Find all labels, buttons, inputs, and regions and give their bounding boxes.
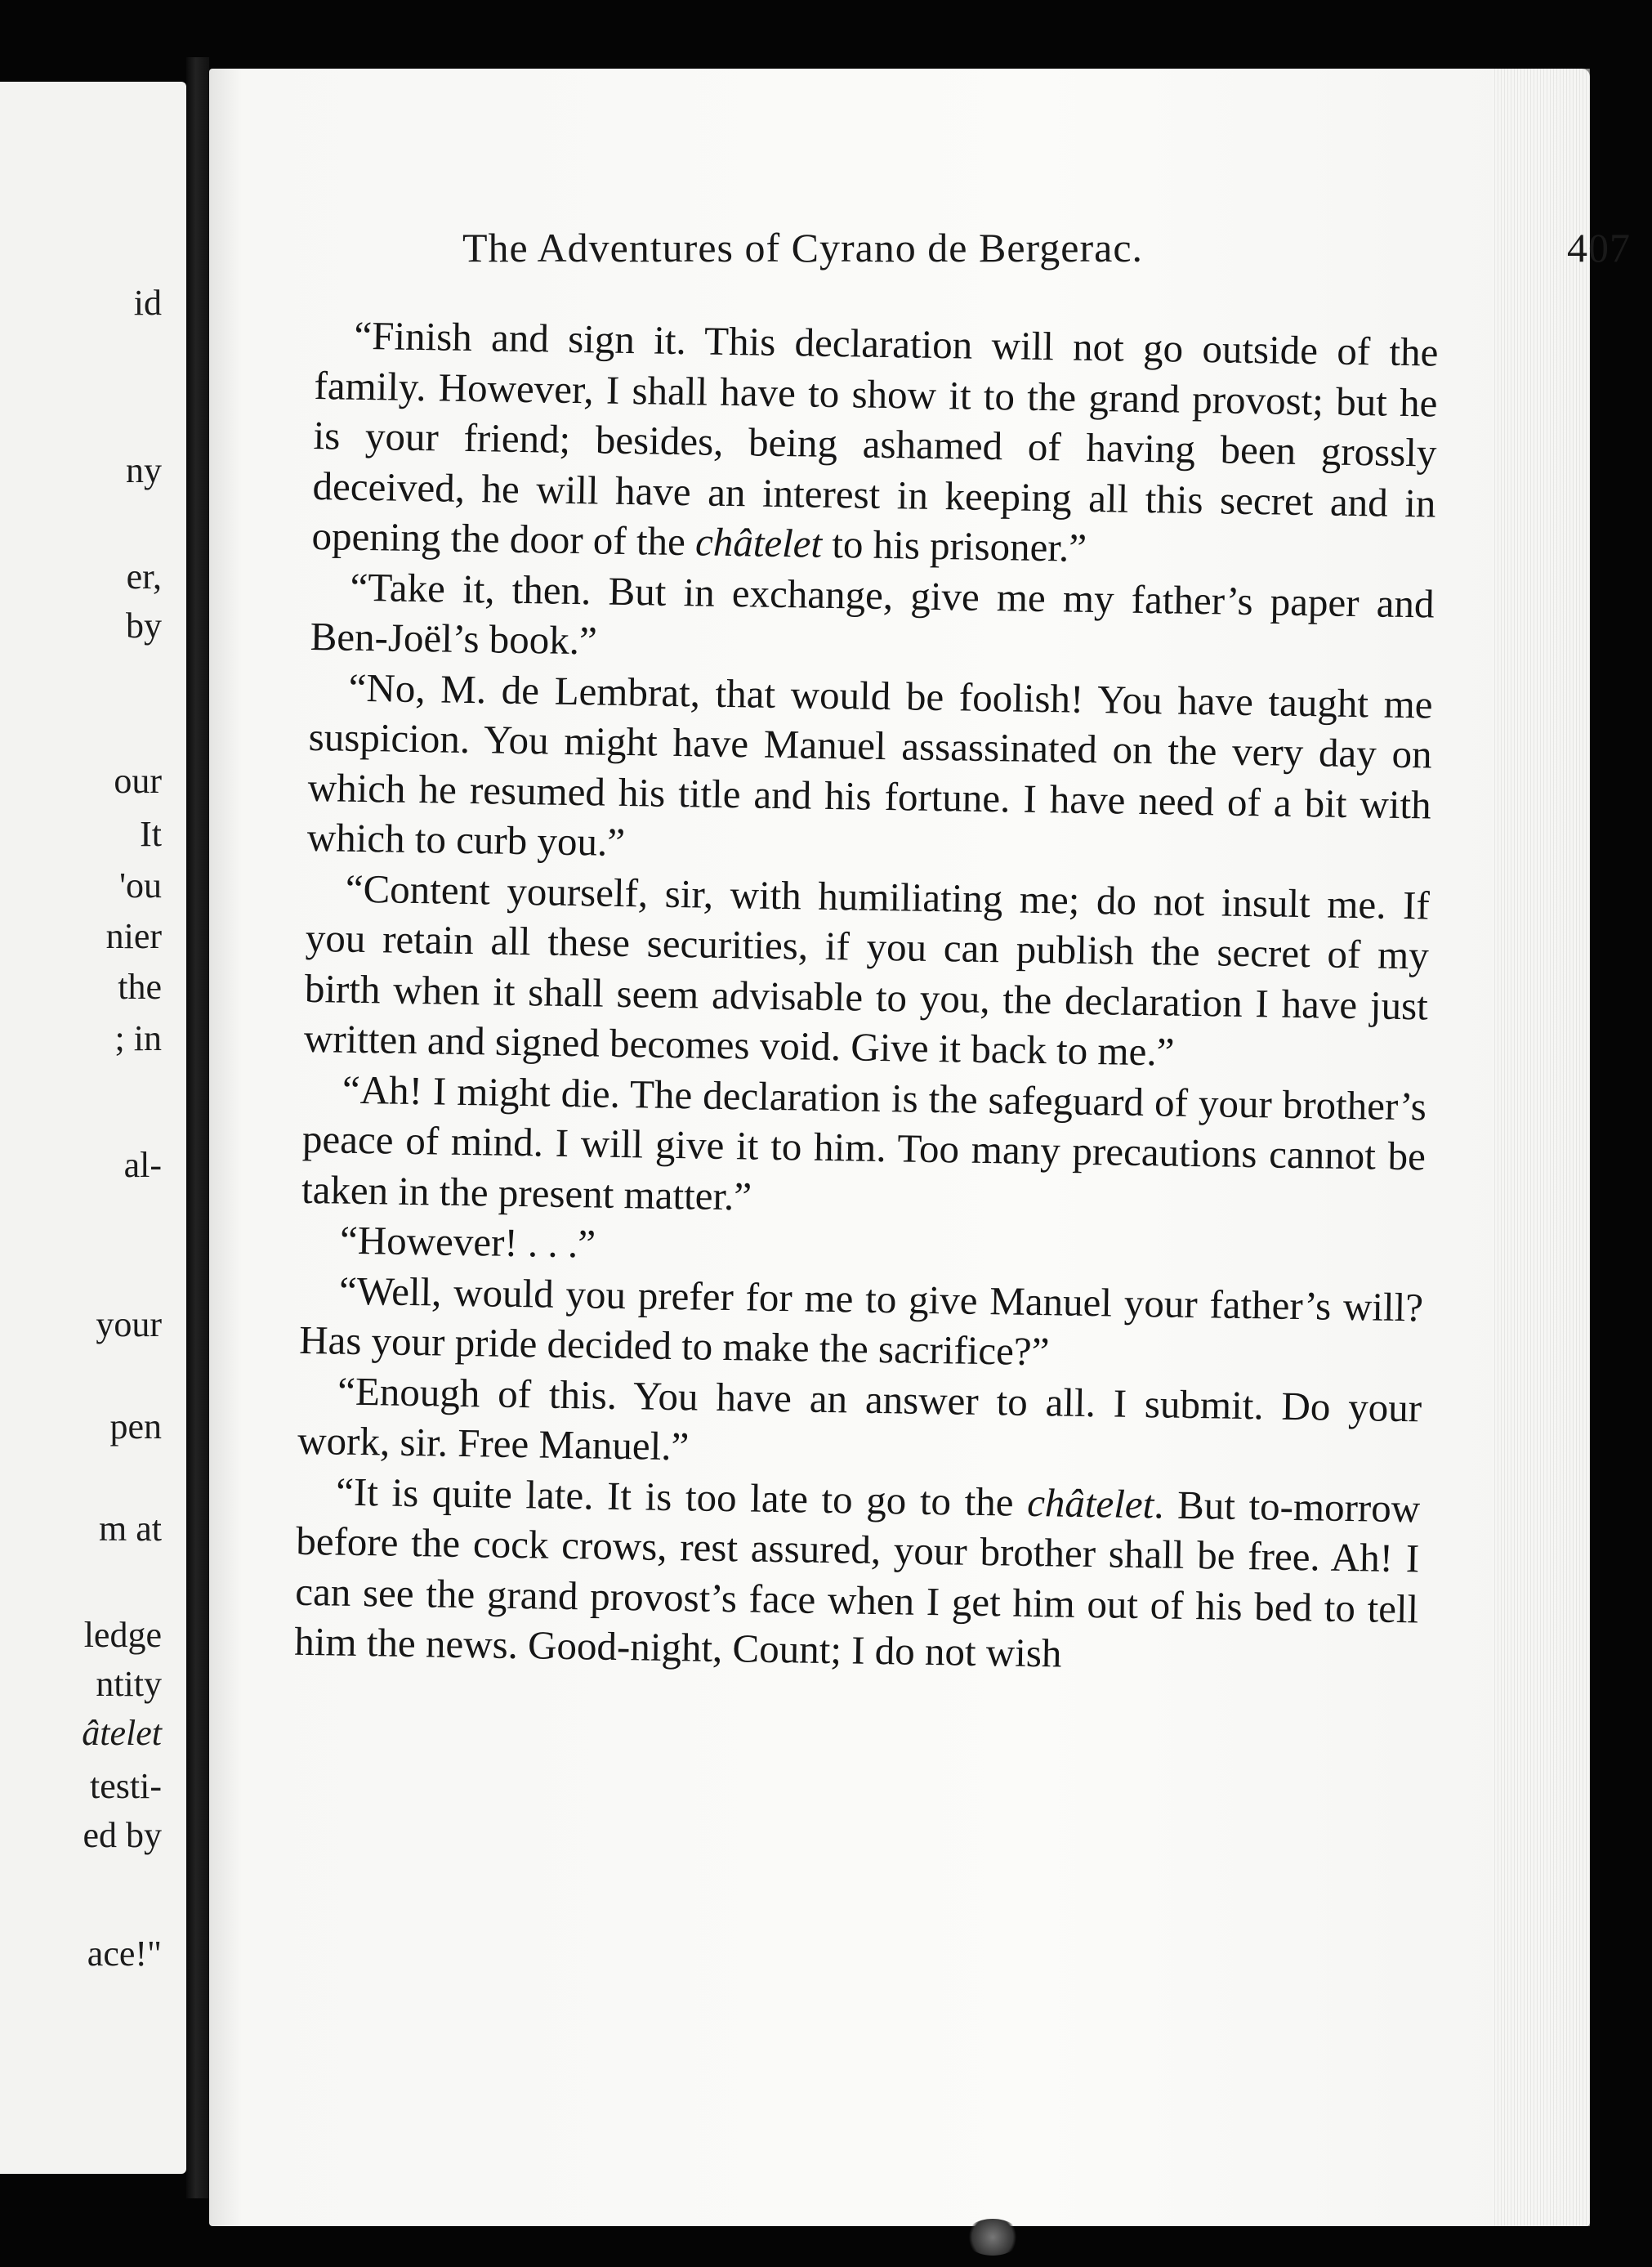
paragraph: “Take it, then. But in exchange, give me my father’s paper and Ben-Joël’s book.” (310, 564, 1435, 664)
left-page-fragment: ace!" (87, 1934, 162, 1974)
paragraph: “Content yourself, sir, with humiliating me; do not insult me. If you retain all these securities, if you can publish the secret of my birth when it shall seem advisable to you, the declaration I have just written and signed becomes void. Give it back to me.” (303, 865, 1431, 1075)
paragraph: “However! . . .” (339, 1217, 596, 1267)
left-page-fragment: pen (109, 1406, 162, 1446)
left-facing-page (0, 82, 186, 2174)
left-page-fragment: testi- (90, 1766, 162, 1806)
right-page (209, 69, 1631, 2226)
left-page-fragment: ntity (96, 1664, 162, 1704)
left-page-fragment: your (96, 1304, 162, 1344)
italic-word: châtelet (694, 519, 823, 566)
left-page-fragment: id (133, 283, 162, 323)
left-page-fragment: ny (126, 450, 162, 490)
left-page-fragment: al- (123, 1145, 162, 1185)
paragraph: “It is quite late. It is too late to go to the châtelet. But to-morrow before the cock crows, rest assured, your brother shall be free. Ah! I can see the grand provost’s face when I get him out of his bed to tell him the news. Good-night, Count; I do not wish (293, 1469, 1421, 1676)
paragraph: “Finish and sign it. This declaration will not go outside of the family. However, I shall have to show it to the grand provost; but he is your friend; besides, being ashamed of having been grossly deceived, he will have an interest in keeping all this secret and in opening the door of the châtelet to his prisoner.” (311, 312, 1439, 570)
left-page-fragment: ; in (114, 1018, 162, 1058)
paragraph: “No, M. de Lembrat, that would be foolish! You have taught me suspicion. You might have Manuel assassinated on the very day on which he resumed his title and his fortune. I have need of a bit with which to curb you.” (306, 664, 1434, 865)
left-page-fragment: ledge (83, 1615, 162, 1655)
page-edge (1492, 69, 1590, 2226)
paragraph: “Well, would you prefer for me to give Manuel your father’s will? Has your pride decided to make the sacrifice?” (298, 1268, 1424, 1375)
left-page-fragment: nier (105, 916, 162, 956)
left-page-fragment: m at (99, 1509, 162, 1549)
book-gutter (186, 57, 209, 2198)
running-head: The Adventures of Cyrano de Bergerac. (462, 225, 1144, 271)
body-text (294, 310, 1439, 1684)
scan-smudge (964, 2219, 1021, 2256)
paragraph: “Enough of this. You have an answer to all. I submit. Do your work, sir. Free Manuel.” (297, 1368, 1422, 1469)
paragraph: “Ah! I might die. The declaration is the safeguard of your brother’s peace of mind. I will give it to him. Too many precautions cannot be taken in the present matter.” (301, 1066, 1427, 1219)
left-page-fragment: the (118, 967, 162, 1007)
left-page-fragment: er, (126, 557, 162, 597)
left-page-fragment: 'ou (119, 865, 162, 905)
left-page-fragment: âtelet (82, 1713, 162, 1753)
left-page-fragment: It (140, 814, 162, 854)
left-page-fragment: our (114, 761, 162, 801)
left-page-fragment: ed by (83, 1815, 162, 1855)
left-page-fragment: by (126, 606, 162, 646)
page-number: 407 (1567, 225, 1631, 271)
italic-word: châtelet (1026, 1479, 1154, 1527)
